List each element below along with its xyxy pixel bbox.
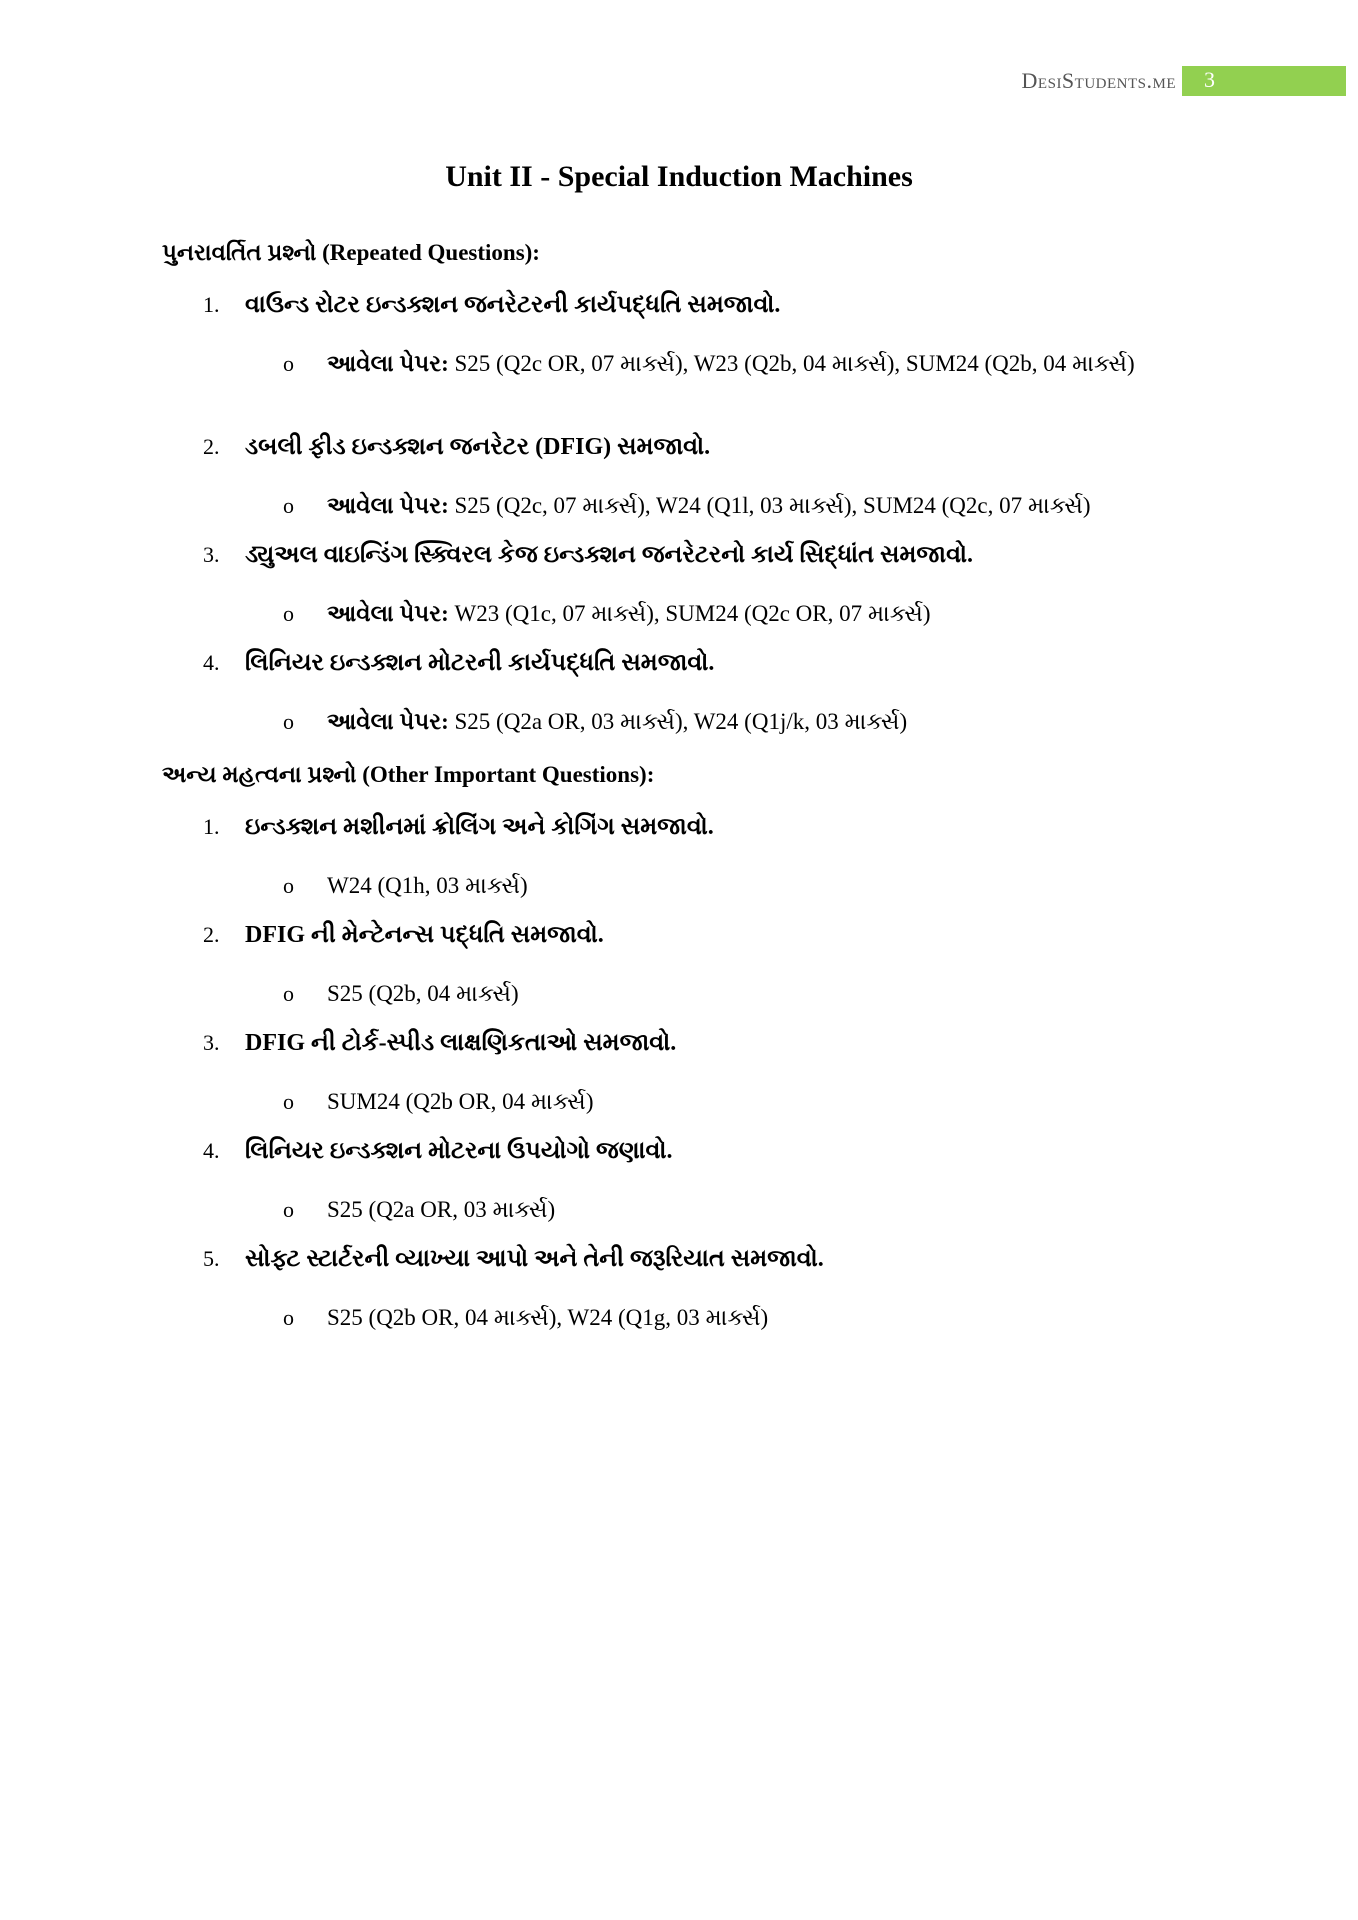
other-question-5 [203,1246,824,1273]
bullet: o [283,1305,294,1330]
bullet: o [283,709,294,734]
bullet: o [283,351,294,376]
question-text: લિનિયર ઇન્ડક્શન મોટરની કાર્યપદ્ધતિ સમજાવો. [245,650,715,676]
papers-list: S25 (Q2c OR, 07 માર્ક્સ), W23 (Q2b, 04 માર્ક્સ), SUM24 (Q2b, 04 માર્ક્સ) [448,351,1135,376]
question-number: 5. [203,1246,220,1271]
question-number: 3. [203,1030,220,1055]
question-text: વાઉન્ડ રોટર ઇન્ડક્શન જનરેટરની કાર્યપદ્ધતિ સમજાવો. [245,292,781,318]
question-number: 1. [203,292,220,317]
question-text: DFIG ની ટોર્ક-સ્પીડ લાક્ષણિકતાઓ સમજાવો. [245,1030,677,1056]
page-number-badge [1182,66,1346,96]
papers-list: S25 (Q2b, 04 માર્ક્સ) [327,981,519,1006]
question-number: 4. [203,650,220,675]
bullet: o [283,601,294,626]
papers-list: W23 (Q1c, 07 માર્ક્સ), SUM24 (Q2c OR, 07 માર્ક્સ) [448,601,931,626]
document-title: Unit II - Special Induction Machines [445,160,913,193]
question-text: લિનિયર ઇન્ડક્શન મોટરના ઉપયોગો જણાવો. [245,1138,673,1164]
repeated-question-1 [203,292,780,319]
bullet: o [283,873,294,898]
papers-list: S25 (Q2c, 07 માર્ક્સ), W24 (Q1l, 03 માર્ક્સ), SUM24 (Q2c, 07 માર્ક્સ) [448,493,1091,518]
papers-list: W24 (Q1h, 03 માર્ક્સ) [327,873,528,898]
question-number: 2. [203,922,220,947]
bullet: o [283,493,294,518]
repeated-question-1-papers [283,346,1183,381]
other-question-4-papers [283,1192,1183,1227]
other-question-4 [203,1138,673,1165]
question-number: 2. [203,434,220,459]
repeated-question-3 [203,542,973,569]
question-text: સોફ્ટ સ્ટાર્ટરની વ્યાખ્યા આપો અને તેની જરૂરિયાત સમજાવો. [245,1246,824,1272]
other-question-2-papers [283,976,1183,1011]
page-number: 3 [1204,67,1215,92]
papers-list: S25 (Q2a OR, 03 માર્ક્સ) [327,1197,556,1222]
other-question-2 [203,922,604,949]
bullet: o [283,1197,294,1222]
repeated-question-4-papers [283,704,1183,739]
other-question-5-papers [283,1300,1183,1335]
question-number: 3. [203,542,220,567]
question-number: 4. [203,1138,220,1163]
other-question-1 [203,814,714,841]
repeated-question-3-papers [283,596,1183,631]
papers-list: S25 (Q2a OR, 03 માર્ક્સ), W24 (Q1j/k, 03 માર્ક્સ) [448,709,908,734]
repeated-question-2 [203,434,710,461]
other-questions-heading: અન્ય મહત્વના પ્રશ્નો (Other Important Questions): [162,762,655,787]
page-header [0,66,1358,96]
other-question-3 [203,1030,676,1057]
repeated-question-2-papers [283,488,1283,523]
question-text: ડ્યુઅલ વાઇન્ડિંગ સ્ક્વિરલ કેજ ઇન્ડક્શન જનરેટરનો કાર્ય સિદ્ધાંત સમજાવો. [245,542,974,568]
question-text: DFIG ની મેન્ટેનન્સ પદ્ધતિ સમજાવો. [245,922,604,948]
repeated-question-4 [203,650,714,677]
papers-list: SUM24 (Q2b OR, 04 માર્ક્સ) [327,1089,594,1114]
papers-label: આવેલા પેપર: [327,709,449,734]
repeated-questions-heading: પુનરાવર્તિત પ્રશ્નો (Repeated Questions): [162,240,540,265]
other-question-3-papers [283,1084,1183,1119]
bullet: o [283,981,294,1006]
papers-list: S25 (Q2b OR, 04 માર્ક્સ), W24 (Q1g, 03 માર્ક્સ) [327,1305,769,1330]
papers-label: આવેલા પેપર: [327,351,449,376]
question-text: ડબલી ફીડ ઇન્ડક્શન જનરેટર (DFIG) સમજાવો. [245,434,711,460]
other-question-1-papers [283,868,1183,903]
site-name: DesiStudents.me [1021,68,1176,93]
bullet: o [283,1089,294,1114]
papers-label: આવેલા પેપર: [327,493,449,518]
question-text: ઇન્ડક્શન મશીનમાં ક્રોલિંગ અને કોગિંગ સમજાવો. [245,814,714,840]
papers-label: આવેલા પેપર: [327,601,449,626]
question-number: 1. [203,814,220,839]
